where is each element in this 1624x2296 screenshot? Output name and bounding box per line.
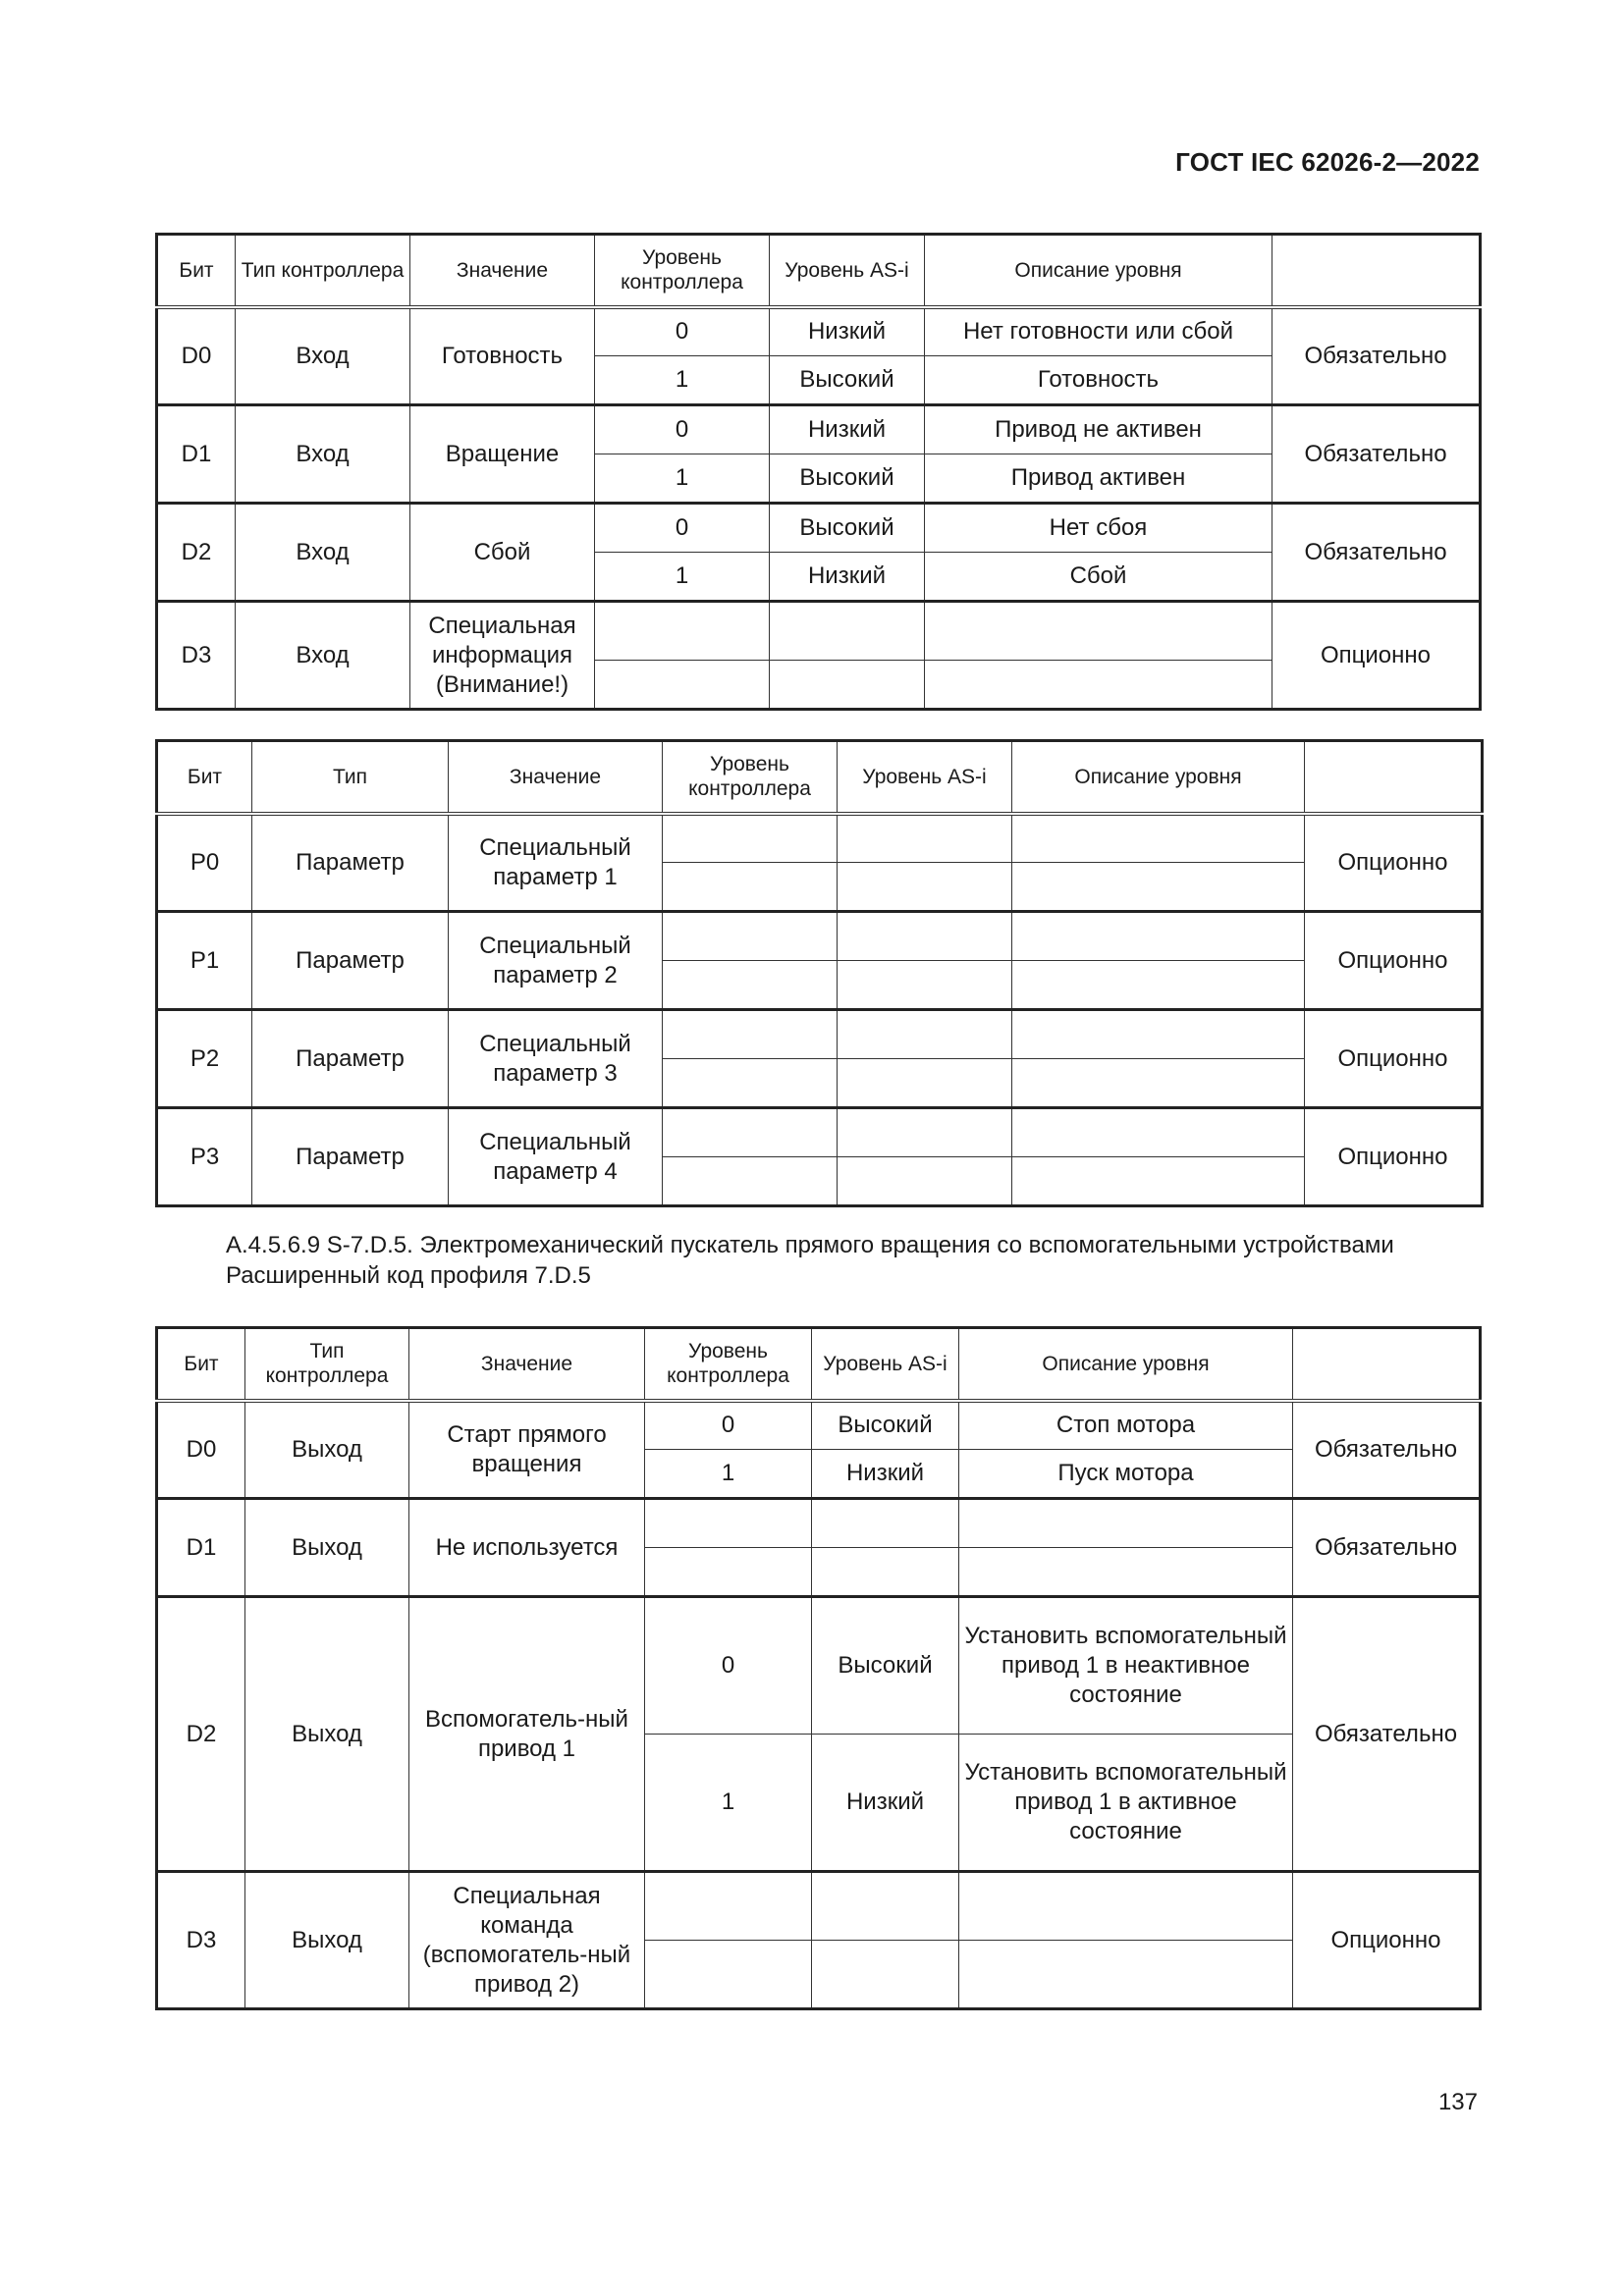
requirement-cell: Обязательно bbox=[1272, 504, 1481, 602]
asi-level-cell bbox=[812, 1548, 959, 1597]
header-cell bbox=[1293, 1328, 1481, 1401]
asi-level-cell bbox=[838, 1108, 1012, 1157]
asi-level-cell bbox=[838, 1059, 1012, 1108]
table-row bbox=[157, 405, 1481, 454]
asi-level-cell: Высокий bbox=[770, 454, 925, 504]
asi-level-cell bbox=[838, 863, 1012, 912]
value-cell: Специальный параметр 1 bbox=[449, 814, 663, 912]
table-row bbox=[157, 1401, 1481, 1450]
header-cell: Тип контроллера bbox=[245, 1328, 409, 1401]
level-description-cell: Стоп мотора bbox=[959, 1401, 1293, 1450]
bit-cell: D2 bbox=[157, 504, 236, 602]
controller-level-cell bbox=[663, 961, 838, 1010]
bit-cell: D2 bbox=[157, 1597, 245, 1872]
level-description-cell bbox=[1012, 1157, 1305, 1206]
controller-level-cell bbox=[595, 661, 770, 710]
asi-level-cell: Низкий bbox=[770, 405, 925, 454]
table-row bbox=[157, 1872, 1481, 1941]
table-header-row bbox=[157, 235, 1481, 307]
asi-level-cell bbox=[838, 1010, 1012, 1059]
type-cell: Вход bbox=[236, 405, 410, 504]
controller-level-cell bbox=[645, 1941, 812, 2009]
level-description-cell: Установить вспомогательный привод 1 в неактивное состояние bbox=[959, 1597, 1293, 1735]
asi-level-cell bbox=[838, 814, 1012, 863]
header-cell: Бит bbox=[157, 1328, 245, 1401]
type-cell: Выход bbox=[245, 1401, 409, 1499]
type-cell: Параметр bbox=[252, 912, 449, 1010]
requirement-cell: Опционно bbox=[1305, 814, 1483, 912]
controller-level-cell: 0 bbox=[645, 1401, 812, 1450]
header-cell: Уровень контроллера bbox=[595, 235, 770, 307]
header-cell: Уровень AS-i bbox=[770, 235, 925, 307]
type-cell: Параметр bbox=[252, 1108, 449, 1206]
controller-level-cell: 0 bbox=[595, 504, 770, 553]
value-cell: Специальный параметр 3 bbox=[449, 1010, 663, 1108]
asi-level-cell bbox=[838, 961, 1012, 1010]
asi-level-cell bbox=[812, 1499, 959, 1548]
asi-level-cell: Высокий bbox=[770, 504, 925, 553]
type-cell: Параметр bbox=[252, 1010, 449, 1108]
level-description-cell bbox=[1012, 863, 1305, 912]
level-description-cell: Привод активен bbox=[925, 454, 1272, 504]
bit-cell: P0 bbox=[157, 814, 252, 912]
asi-level-cell bbox=[838, 1157, 1012, 1206]
asi-level-cell: Низкий bbox=[812, 1450, 959, 1499]
table-input-bits bbox=[155, 233, 1482, 711]
type-cell: Параметр bbox=[252, 814, 449, 912]
document-code: ГОСТ IEC 62026-2—2022 bbox=[1175, 147, 1480, 177]
caption-line-1: А.4.5.6.9 S-7.D.5. Электромеханический пускатель прямого вращения со вспомогательными устройствами bbox=[226, 1232, 1394, 1258]
bit-cell: D0 bbox=[157, 1401, 245, 1499]
bit-cell: D3 bbox=[157, 1872, 245, 2009]
header-cell: Уровень AS-i bbox=[838, 741, 1012, 814]
table-header-row bbox=[157, 741, 1483, 814]
asi-level-cell: Низкий bbox=[770, 553, 925, 602]
level-description-cell bbox=[959, 1548, 1293, 1597]
value-cell: Специальная команда (вспомогатель-ный привод 2) bbox=[409, 1872, 645, 2009]
caption-line-2: Расширенный код профиля 7.D.5 bbox=[226, 1262, 591, 1289]
header-cell: Значение bbox=[449, 741, 663, 814]
table-row bbox=[157, 1010, 1483, 1059]
header-cell: Описание уровня bbox=[959, 1328, 1293, 1401]
type-cell: Выход bbox=[245, 1499, 409, 1597]
controller-level-cell bbox=[645, 1872, 812, 1941]
controller-level-cell: 0 bbox=[595, 307, 770, 356]
level-description-cell: Готовность bbox=[925, 356, 1272, 405]
controller-level-cell: 1 bbox=[595, 356, 770, 405]
header-cell: Значение bbox=[410, 235, 595, 307]
controller-level-cell bbox=[663, 1059, 838, 1108]
bit-cell: D1 bbox=[157, 405, 236, 504]
requirement-cell: Обязательно bbox=[1272, 307, 1481, 405]
bit-cell: D3 bbox=[157, 602, 236, 710]
asi-level-cell bbox=[838, 912, 1012, 961]
requirement-cell: Обязательно bbox=[1293, 1499, 1481, 1597]
table-output-bits bbox=[155, 1326, 1482, 2010]
table-row bbox=[157, 1499, 1481, 1548]
level-description-cell: Установить вспомогательный привод 1 в активное состояние bbox=[959, 1735, 1293, 1872]
value-cell: Вращение bbox=[410, 405, 595, 504]
level-description-cell bbox=[1012, 1059, 1305, 1108]
asi-level-cell bbox=[770, 661, 925, 710]
controller-level-cell bbox=[663, 814, 838, 863]
header-cell: Уровень контроллера bbox=[663, 741, 838, 814]
bit-cell: P1 bbox=[157, 912, 252, 1010]
level-description-cell bbox=[925, 661, 1272, 710]
requirement-cell: Опционно bbox=[1305, 1010, 1483, 1108]
level-description-cell: Пуск мотора bbox=[959, 1450, 1293, 1499]
value-cell: Не используется bbox=[409, 1499, 645, 1597]
level-description-cell bbox=[959, 1941, 1293, 2009]
controller-level-cell: 0 bbox=[595, 405, 770, 454]
level-description-cell bbox=[959, 1872, 1293, 1941]
requirement-cell: Обязательно bbox=[1272, 405, 1481, 504]
asi-level-cell bbox=[812, 1872, 959, 1941]
requirement-cell: Опционно bbox=[1305, 1108, 1483, 1206]
table-row bbox=[157, 912, 1483, 961]
type-cell: Вход bbox=[236, 307, 410, 405]
type-cell: Вход bbox=[236, 504, 410, 602]
level-description-cell bbox=[959, 1499, 1293, 1548]
level-description-cell bbox=[1012, 814, 1305, 863]
table-row bbox=[157, 602, 1481, 661]
controller-level-cell bbox=[663, 1010, 838, 1059]
controller-level-cell bbox=[645, 1499, 812, 1548]
level-description-cell bbox=[1012, 1010, 1305, 1059]
controller-level-cell bbox=[663, 863, 838, 912]
header-cell: Тип контроллера bbox=[236, 235, 410, 307]
section-caption bbox=[226, 1230, 1502, 1291]
requirement-cell: Опционно bbox=[1305, 912, 1483, 1010]
controller-level-cell: 1 bbox=[645, 1450, 812, 1499]
level-description-cell bbox=[1012, 961, 1305, 1010]
table-row bbox=[157, 1108, 1483, 1157]
type-cell: Выход bbox=[245, 1872, 409, 2009]
bit-cell: D0 bbox=[157, 307, 236, 405]
controller-level-cell bbox=[595, 602, 770, 661]
header-cell bbox=[1305, 741, 1483, 814]
header-cell: Бит bbox=[157, 235, 236, 307]
requirement-cell: Опционно bbox=[1272, 602, 1481, 710]
header-cell: Значение bbox=[409, 1328, 645, 1401]
header-cell: Описание уровня bbox=[1012, 741, 1305, 814]
header-cell bbox=[1272, 235, 1481, 307]
asi-level-cell: Низкий bbox=[770, 307, 925, 356]
type-cell: Выход bbox=[245, 1597, 409, 1872]
value-cell: Старт прямого вращения bbox=[409, 1401, 645, 1499]
value-cell: Сбой bbox=[410, 504, 595, 602]
asi-level-cell bbox=[812, 1941, 959, 2009]
controller-level-cell: 1 bbox=[595, 553, 770, 602]
value-cell: Готовность bbox=[410, 307, 595, 405]
controller-level-cell bbox=[663, 1108, 838, 1157]
table-row bbox=[157, 307, 1481, 356]
header-cell: Уровень AS-i bbox=[812, 1328, 959, 1401]
value-cell: Специальная информация (Внимание!) bbox=[410, 602, 595, 710]
asi-level-cell: Низкий bbox=[812, 1735, 959, 1872]
value-cell: Вспомогатель-ный привод 1 bbox=[409, 1597, 645, 1872]
asi-level-cell: Высокий bbox=[812, 1597, 959, 1735]
bit-cell: D1 bbox=[157, 1499, 245, 1597]
controller-level-cell bbox=[663, 912, 838, 961]
controller-level-cell: 1 bbox=[645, 1735, 812, 1872]
controller-level-cell: 0 bbox=[645, 1597, 812, 1735]
value-cell: Специальный параметр 2 bbox=[449, 912, 663, 1010]
header-cell: Бит bbox=[157, 741, 252, 814]
requirement-cell: Обязательно bbox=[1293, 1597, 1481, 1872]
level-description-cell: Сбой bbox=[925, 553, 1272, 602]
bit-cell: P2 bbox=[157, 1010, 252, 1108]
header-cell: Описание уровня bbox=[925, 235, 1272, 307]
asi-level-cell: Высокий bbox=[812, 1401, 959, 1450]
requirement-cell: Опционно bbox=[1293, 1872, 1481, 2009]
controller-level-cell: 1 bbox=[595, 454, 770, 504]
level-description-cell bbox=[1012, 912, 1305, 961]
level-description-cell bbox=[1012, 1108, 1305, 1157]
header-cell: Уровень контроллера bbox=[645, 1328, 812, 1401]
type-cell: Вход bbox=[236, 602, 410, 710]
level-description-cell: Нет сбоя bbox=[925, 504, 1272, 553]
table-header-row bbox=[157, 1328, 1481, 1401]
table-parameter-bits bbox=[155, 739, 1484, 1207]
page-number: 137 bbox=[1437, 2089, 1478, 2115]
table-row bbox=[157, 814, 1483, 863]
value-cell: Специальный параметр 4 bbox=[449, 1108, 663, 1206]
level-description-cell: Нет готовности или сбой bbox=[925, 307, 1272, 356]
bit-cell: P3 bbox=[157, 1108, 252, 1206]
controller-level-cell bbox=[663, 1157, 838, 1206]
level-description-cell: Привод не активен bbox=[925, 405, 1272, 454]
requirement-cell: Обязательно bbox=[1293, 1401, 1481, 1499]
controller-level-cell bbox=[645, 1548, 812, 1597]
asi-level-cell bbox=[770, 602, 925, 661]
table-row bbox=[157, 1597, 1481, 1735]
header-cell: Тип bbox=[252, 741, 449, 814]
level-description-cell bbox=[925, 602, 1272, 661]
asi-level-cell: Высокий bbox=[770, 356, 925, 405]
table-row bbox=[157, 504, 1481, 553]
